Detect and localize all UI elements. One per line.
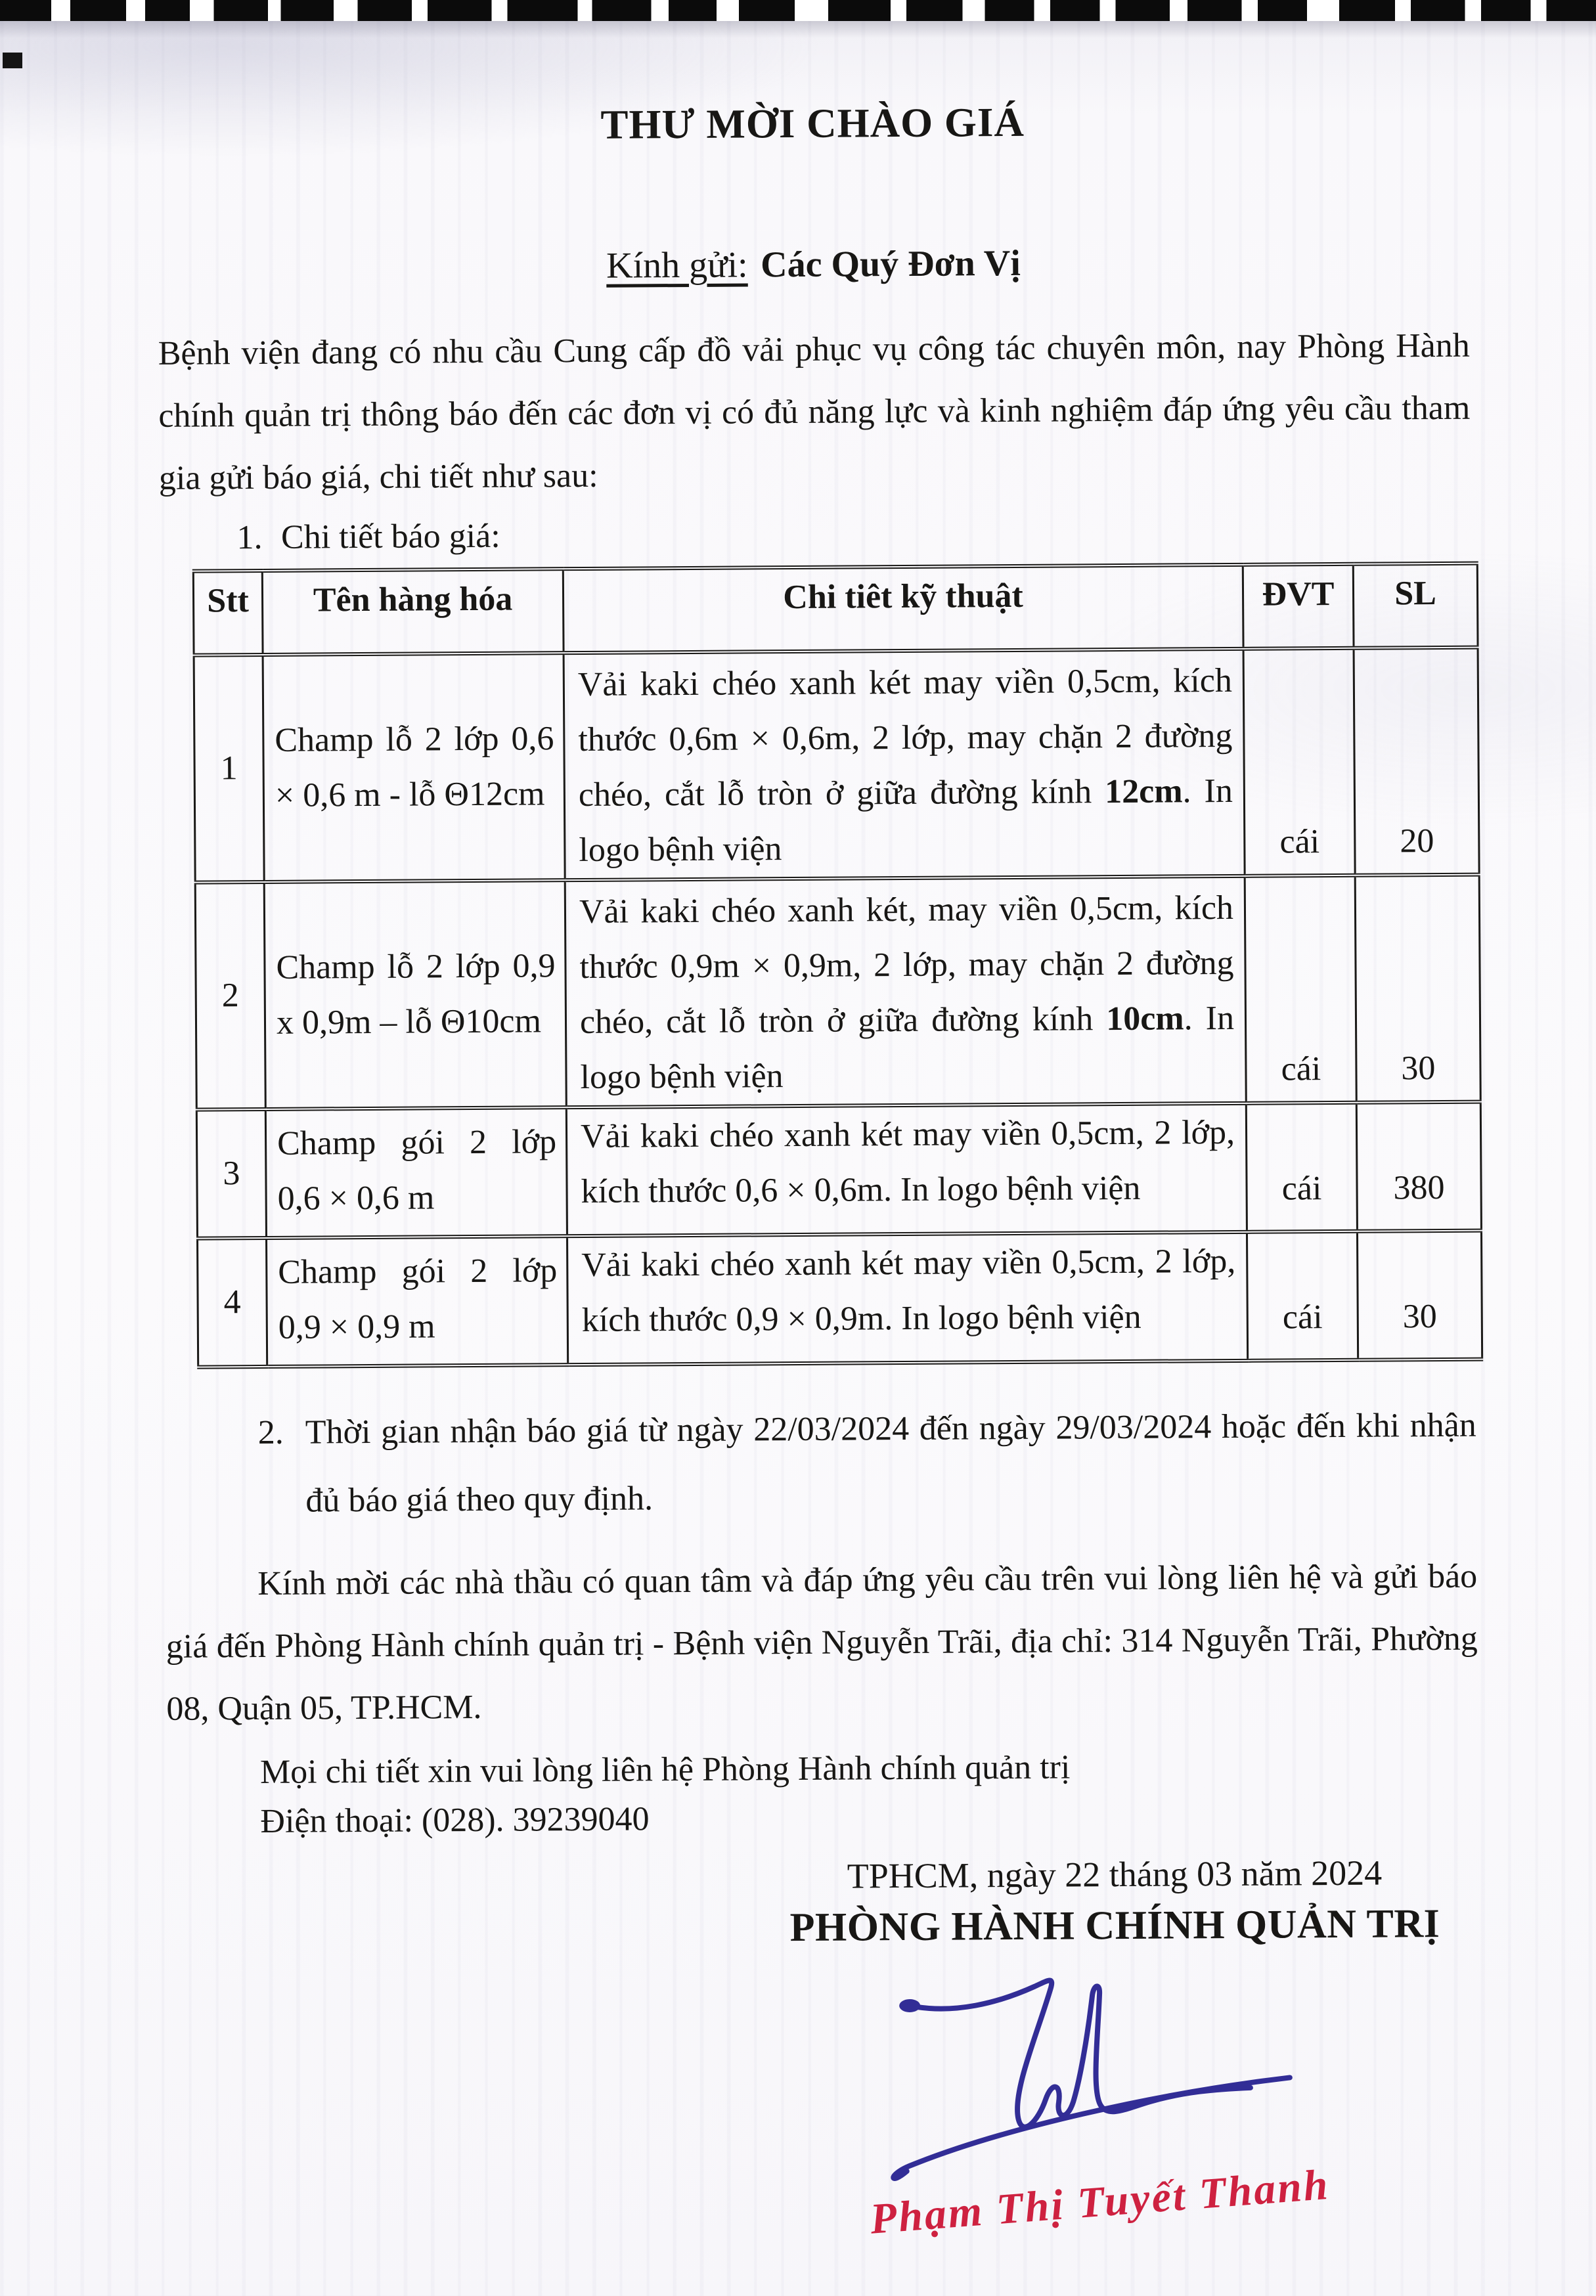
section-2-number: 2. (257, 1413, 284, 1452)
salutation-line (158, 240, 1469, 290)
header-quantity: SL (1353, 563, 1478, 648)
cell-product-name: Champ gói 2 lớp 0,6 × 0,6 m (265, 1107, 567, 1238)
cell-quantity: 30 (1357, 1231, 1482, 1360)
cell-quantity: 30 (1355, 875, 1480, 1103)
spec-text: Vải kaki chéo xanh két, may viền 0,5cm, kích thước 0,9m × 0,9m, 2 lớp, may chặn 2 đường chéo, cắt lỗ tròn ở giữa đường kính (579, 889, 1234, 1042)
cell-unit: cái (1246, 1103, 1357, 1232)
place-date-line: TPHCM, ngày 22 tháng 03 năm 2024 (847, 1853, 1383, 1896)
header-stt: Stt (193, 571, 263, 655)
phone-line: Điện thoại: (028). 39239040 (260, 1800, 650, 1841)
quotation-table (192, 562, 1483, 1369)
cell-stt: 2 (195, 882, 265, 1110)
header-technical-spec: Chi tiêt kỹ thuật (563, 565, 1243, 653)
section-2-text: Thời gian nhận báo giá từ ngày 22/03/2024 đến ngày 29/03/2024 hoặc đến khi nhận đủ báo giá theo quy định. (305, 1406, 1476, 1520)
cell-quantity: 380 (1356, 1102, 1481, 1231)
table-row (198, 1231, 1482, 1367)
table-row (195, 875, 1480, 1110)
table-row (194, 648, 1479, 883)
cell-technical-spec (566, 1103, 1247, 1236)
cell-unit: cái (1247, 1231, 1358, 1361)
cell-unit: cái (1245, 875, 1356, 1103)
spec-bold-text: 10cm (1106, 1000, 1184, 1038)
section-2-paragraph (165, 1392, 1477, 1536)
section-1-number: 1. (236, 518, 263, 557)
document-title: THƯ MỜI CHÀO GIÁ (600, 99, 1025, 148)
table-header-row (193, 563, 1478, 655)
cell-product-name: Champ lỗ 2 lớp 0,6 × 0,6 m - lỗ Θ12cm (263, 653, 565, 882)
department-name: PHÒNG HÀNH CHÍNH QUẢN TRỊ (789, 1901, 1440, 1951)
cell-product-name: Champ lỗ 2 lớp 0,9 x 0,9m – lỗ Θ10cm (264, 880, 566, 1109)
signature-underline-ink (893, 2077, 1290, 2178)
cell-quantity: 20 (1354, 648, 1479, 875)
section-1-heading (159, 511, 1471, 558)
cell-technical-spec (564, 649, 1245, 880)
signature-area (790, 1951, 1442, 2257)
signature-block (789, 1852, 1442, 2257)
table-row (196, 1102, 1481, 1239)
cell-stt: 4 (198, 1238, 267, 1367)
spec-text: . In logo bệnh viện (579, 772, 1233, 870)
salutation-recipient: Các Quý Đơn Vị (761, 242, 1021, 286)
cell-stt: 1 (194, 655, 264, 883)
signer-name: Phạm Thị Tuyết Thanh (868, 2160, 1331, 2243)
spec-bold-text: 12cm (1104, 772, 1183, 811)
closing-paragraph: Kính mời các nhà thầu có quan tâm và đáp ứng yêu cầu trên vui lòng liên hệ và gửi báo giá đến Phòng Hành chính quản trị - Bệnh viện Nguyễn Trãi, địa chỉ: 314 Nguyễn Trãi, Phường 08, Quận 05, TP.HCM. (166, 1557, 1478, 1728)
cell-product-name: Champ gói 2 lớp 0,9 × 0,9 m (267, 1236, 568, 1367)
spec-text: Vải kaki chéo xanh két may viền 0,5cm, 2 lớp, kích thước 0,9 × 0,9m. In logo bệnh viện (581, 1242, 1236, 1340)
header-product-name: Tên hàng hóa (262, 569, 564, 655)
spec-text: Vải kaki chéo xanh két may viền 0,5cm, kích thước 0,6m × 0,6m, 2 lớp, may chặn 2 đường chéo, cắt lỗ tròn ở giữa đường kính (577, 661, 1233, 814)
section-1-label: Chi tiết báo giá: (280, 517, 500, 556)
cell-stt: 3 (196, 1109, 266, 1239)
cell-technical-spec (565, 876, 1246, 1107)
spec-text: Vải kaki chéo xanh két may viền 0,5cm, 2 lớp, kích thước 0,6 × 0,6m. In logo bệnh viện (580, 1113, 1235, 1211)
contact-line: Mọi chi tiết xin vui lòng liên hệ Phòng Hành chính quản trị (259, 1748, 1071, 1792)
signature-ink (910, 1979, 1251, 2128)
intro-paragraph: Bệnh viện đang có nhu cầu Cung cấp đồ vải phục vụ công tác chuyên môn, nay Phòng Hành chính quản trị thông báo đến các đơn vị có đủ năng lực và kinh nghiệm đáp ứng yêu cầu tham gia gửi báo giá, chi tiết như sau: (158, 326, 1471, 497)
header-unit: ĐVT (1243, 564, 1354, 649)
salutation-label: Kính gửi: (606, 244, 748, 286)
cell-unit: cái (1243, 648, 1355, 876)
spec-text: . In logo bệnh viện (580, 999, 1235, 1097)
cell-technical-spec (567, 1232, 1247, 1365)
